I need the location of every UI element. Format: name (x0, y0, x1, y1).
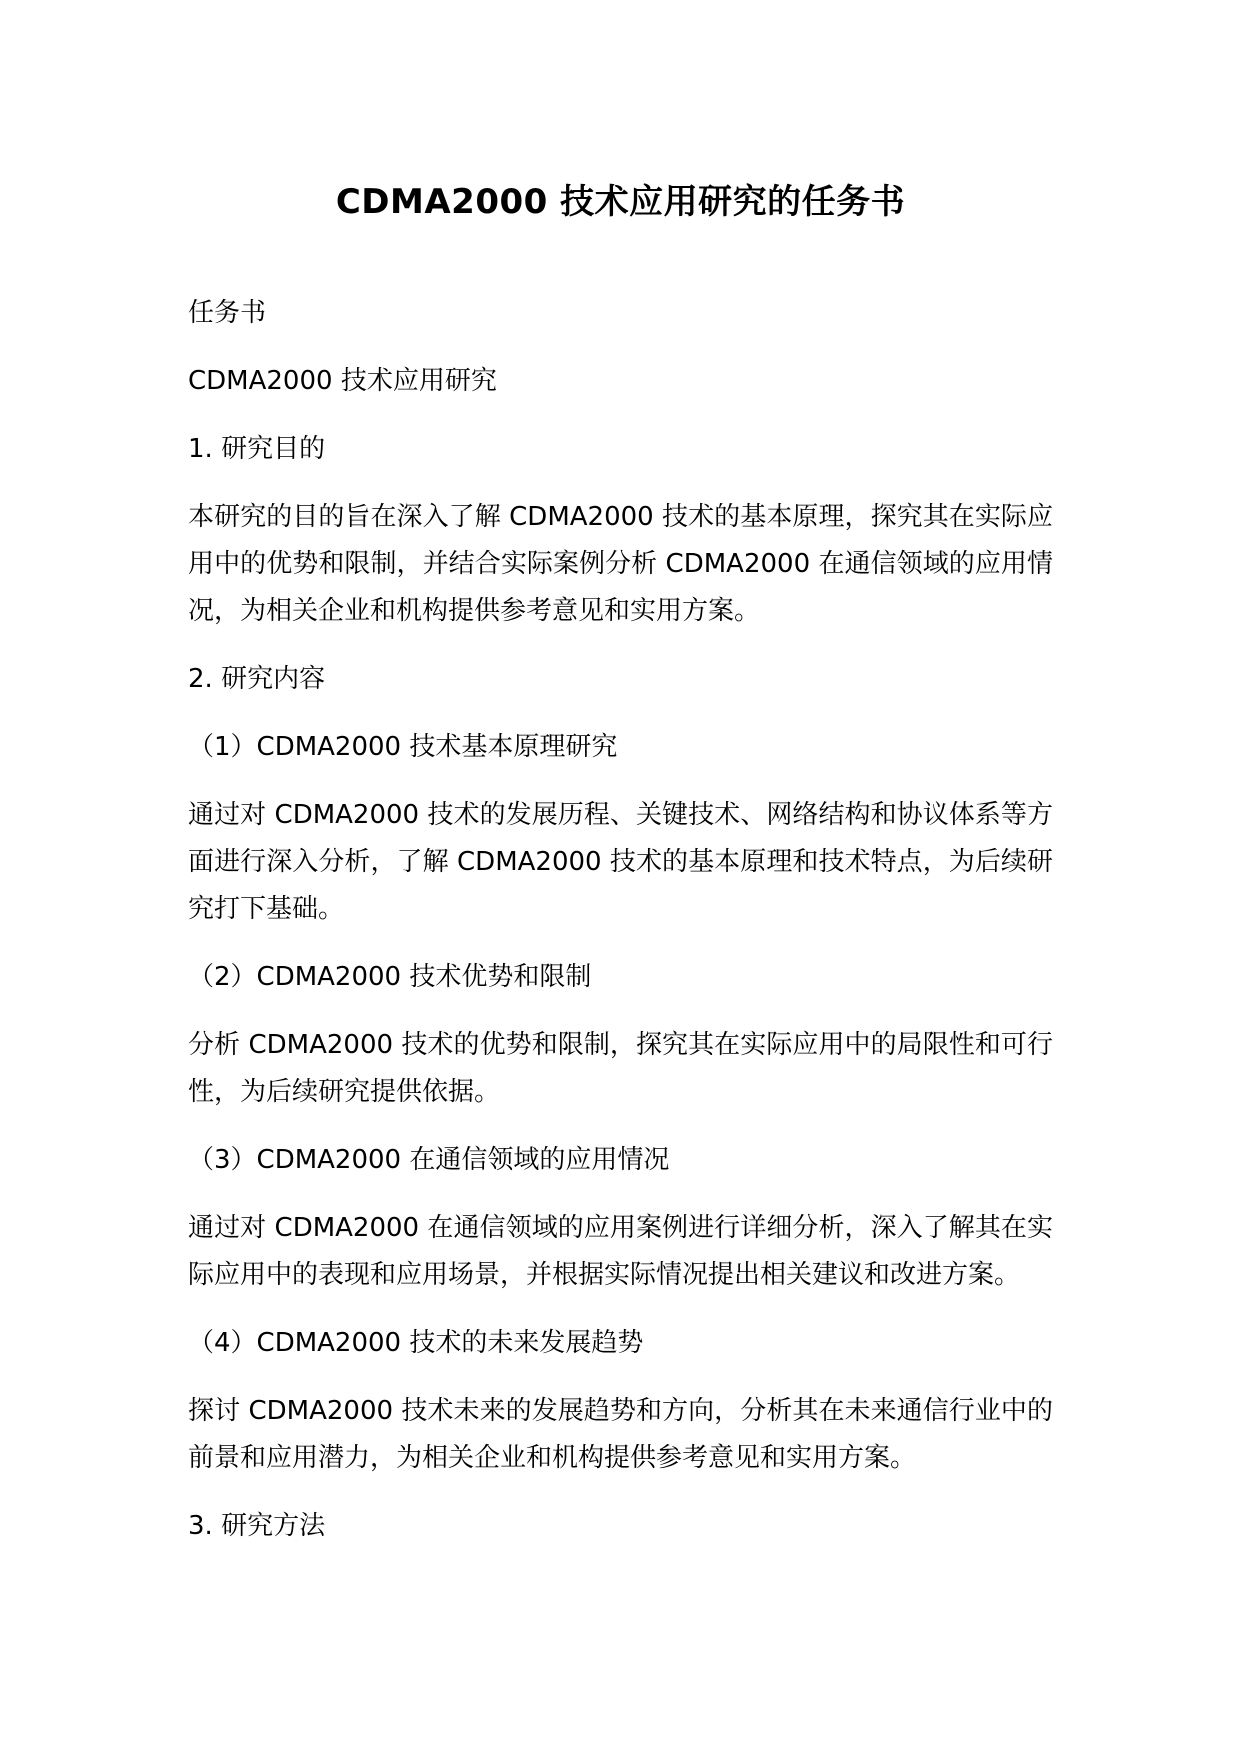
subheading-applications: （3）CDMA2000 在通信领域的应用情况 (188, 1145, 670, 1175)
document-title: CDMA2000 技术应用研究的任务书 (335, 182, 906, 222)
subheading-future: （4）CDMA2000 技术的未来发展趋势 (188, 1328, 644, 1358)
paragraph-future: 探讨 CDMA2000 技术未来的发展趋势和方向，分析其在未来通信行业中的前景和应用潜力，为相关企业和机构提供参考意见和实用方案。 (188, 1396, 1053, 1473)
paragraph-advantages: 分析 CDMA2000 技术的优势和限制，探究其在实际应用中的局限性和可行性，为后续研究提供依据。 (188, 1030, 1053, 1107)
document-body (188, 290, 1053, 1571)
paragraph-project-name: CDMA2000 技术应用研究 (188, 366, 497, 396)
section-heading-purpose: 1. 研究目的 (188, 434, 326, 464)
subheading-principles: （1）CDMA2000 技术基本原理研究 (188, 732, 618, 762)
paragraph-task-label: 任务书 (188, 298, 267, 328)
paragraph-applications: 通过对 CDMA2000 在通信领域的应用案例进行详细分析，深入了解其在实际应用中的表现和应用场景，并根据实际情况提出相关建议和改进方案。 (188, 1213, 1053, 1290)
section-heading-content: 2. 研究内容 (188, 664, 326, 694)
paragraph-principles: 通过对 CDMA2000 技术的发展历程、关键技术、网络结构和协议体系等方面进行深入分析，了解 CDMA2000 技术的基本原理和技术特点，为后续研究打下基础。 (188, 800, 1053, 924)
paragraph-purpose: 本研究的目的旨在深入了解 CDMA2000 技术的基本原理，探究其在实际应用中的优势和限制，并结合实际案例分析 CDMA2000 在通信领域的应用情况，为相关企业和机构提供参考意见和实用方案。 (188, 502, 1053, 626)
subheading-advantages: （2）CDMA2000 技术优势和限制 (188, 962, 592, 992)
section-heading-methods: 3. 研究方法 (188, 1511, 326, 1541)
